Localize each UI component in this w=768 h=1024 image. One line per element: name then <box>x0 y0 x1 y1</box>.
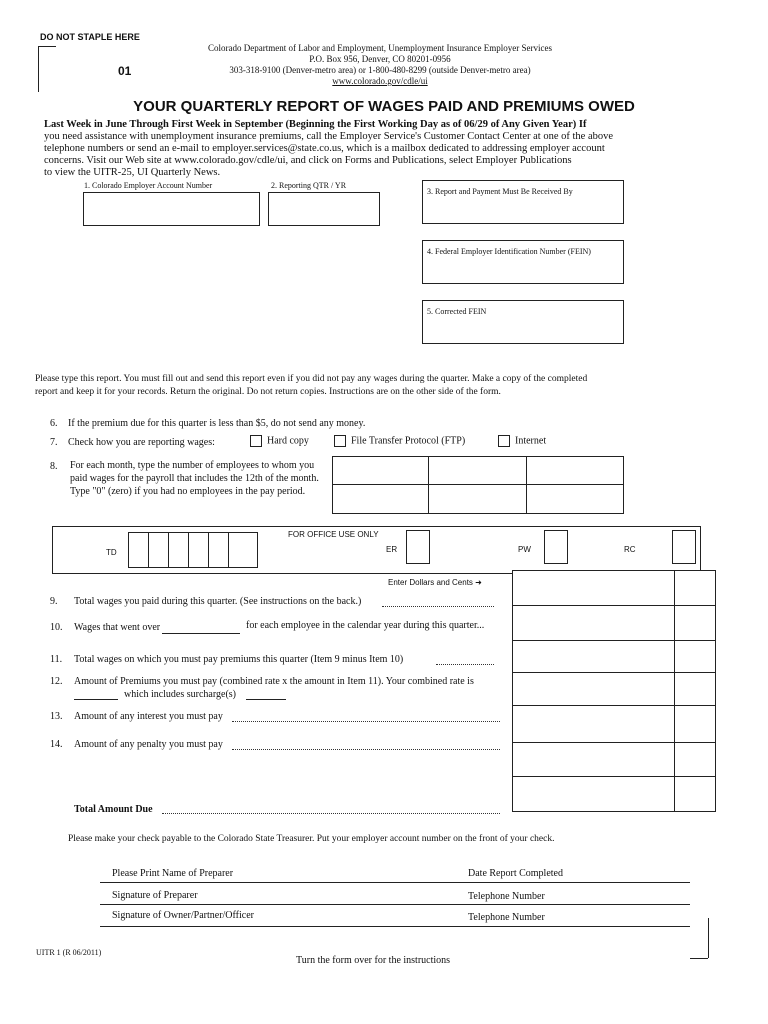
pw-box <box>544 530 568 564</box>
hard-copy-checkbox[interactable] <box>250 435 262 447</box>
line-12-number: 12. <box>50 676 63 687</box>
staple-corner-horizontal <box>38 46 56 47</box>
page-title: YOUR QUARTERLY REPORT OF WAGES PAID AND PREMIUMS OWED <box>133 98 635 115</box>
intro-if: If <box>578 119 587 130</box>
agency-address: P.O. Box 956, Denver, CO 80201-0956 <box>309 54 451 64</box>
item-8-line-2: paid wages for the payroll that includes the 12th of the month. <box>70 473 319 484</box>
amount-row-divider <box>512 672 715 673</box>
wage-limit-blank[interactable] <box>162 633 240 634</box>
td-label: TD <box>106 548 117 557</box>
agency-name: Colorado Department of Labor and Employment, Unemployment Insurance Employer Services <box>208 43 552 53</box>
penalty-input[interactable] <box>514 758 672 774</box>
office-use-title: FOR OFFICE USE ONLY <box>288 530 379 539</box>
payable-note: Please make your check payable to the Colorado State Treasurer. Put your employer account number on the front of your check. <box>68 834 555 844</box>
month-3-count-input[interactable] <box>527 485 621 511</box>
fein-input[interactable] <box>422 240 624 284</box>
cents-divider <box>674 570 675 811</box>
line-9-number: 9. <box>50 596 58 607</box>
line-14-number: 14. <box>50 739 63 750</box>
arrow-right-icon: ➜ <box>475 578 482 587</box>
item-6-text: If the premium due for this quarter is less than $5, do not send any money. <box>68 418 366 429</box>
total-amount-input[interactable] <box>514 792 672 808</box>
item-6-number: 6. <box>50 418 58 429</box>
intro-paragraph <box>44 119 734 179</box>
agency-phones: 303-318-9100 (Denver-metro area) or 1-800-480-8299 (outside Denver-metro area) <box>229 65 531 75</box>
combined-rate-blank[interactable] <box>74 699 118 700</box>
line-13-number: 13. <box>50 711 63 722</box>
line-11-number: 11. <box>50 654 63 665</box>
td-divider <box>188 532 189 567</box>
leader-dots <box>382 606 494 607</box>
td-divider <box>208 532 209 567</box>
taxable-wages-input[interactable] <box>514 655 672 671</box>
month-1-count-input[interactable] <box>333 485 427 511</box>
staple-corner-vertical <box>38 46 39 92</box>
preparer-signature-label: Signature of Preparer <box>112 890 198 901</box>
er-box <box>406 530 430 564</box>
er-label: ER <box>386 545 398 554</box>
ftp-checkbox[interactable] <box>334 435 346 447</box>
turn-over-note: Turn the form over for the instructions <box>296 955 451 966</box>
field-2-label: 2. Reporting QTR / YR <box>271 181 347 190</box>
line-12-text-b: which includes surcharge(s) <box>124 689 237 700</box>
corner-mark-horizontal <box>690 958 708 959</box>
reporting-quarter-input[interactable] <box>268 192 380 226</box>
agency-url[interactable]: www.colorado.gov/cdle/ui <box>332 76 428 86</box>
line-9-text: Total wages you paid during this quarter. (See instructions on the back.) <box>74 596 362 607</box>
td-divider <box>168 532 169 567</box>
item-8-number: 8. <box>50 461 58 472</box>
line-10-number: 10. <box>50 622 63 633</box>
line-10-text-a: Wages that went over <box>74 622 161 633</box>
field-3-label: 3. Report and Payment Must Be Received By <box>427 187 573 196</box>
staple-note: DO NOT STAPLE HERE <box>40 32 140 42</box>
excess-wages-input[interactable] <box>514 622 672 638</box>
pw-label: PW <box>518 545 531 554</box>
item-8-line-1: For each month, type the number of employees to whom you <box>70 460 315 471</box>
surcharge-blank[interactable] <box>246 699 286 700</box>
owner-signature-label: Signature of Owner/Partner/Officer <box>112 910 254 921</box>
line-14-text: Amount of any penalty you must pay <box>74 739 223 750</box>
form-code: 01 <box>118 64 132 78</box>
leader-dots <box>162 813 500 814</box>
leader-dots <box>232 721 500 722</box>
internet-option[interactable] <box>498 435 546 447</box>
instructions-line-2: report and keep it for your records. Return the original. Do not return copies. Instructions are on the other side of the form. <box>35 387 501 397</box>
amount-row-divider <box>512 640 715 641</box>
amount-row-divider <box>512 742 715 743</box>
amount-row-divider <box>512 605 715 606</box>
amount-row-divider <box>512 776 715 777</box>
form-id: UITR 1 (R 06/2011) <box>36 948 102 957</box>
instructions <box>35 373 735 399</box>
phone-1-label: Telephone Number <box>468 891 545 902</box>
total-wages-input[interactable] <box>514 588 672 604</box>
td-divider <box>228 532 229 567</box>
intro-line-5: to view the UITR-25, UI Quarterly News. <box>44 167 221 178</box>
hard-copy-option[interactable] <box>250 435 309 447</box>
enter-dollars-text: Enter Dollars and Cents <box>388 578 473 587</box>
leader-dots <box>436 664 494 665</box>
internet-checkbox[interactable] <box>498 435 510 447</box>
enter-dollars-label <box>388 578 482 587</box>
phone-2-label: Telephone Number <box>468 912 545 923</box>
leader-dots <box>232 749 500 750</box>
line-13-text: Amount of any interest you must pay <box>74 711 223 722</box>
item-7-text: Check how you are reporting wages: <box>68 437 215 448</box>
premiums-input[interactable] <box>514 688 672 704</box>
field-1-label: 1. Colorado Employer Account Number <box>84 181 213 190</box>
interest-input[interactable] <box>514 724 672 740</box>
instructions-line-1: Please type this report. You must fill out and send this report even if you did not pay any wages during the quarter. Make a copy of the completed <box>35 374 588 384</box>
corner-mark-vertical <box>708 918 709 958</box>
line-11-text: Total wages on which you must pay premiums this quarter (Item 9 minus Item 10) <box>74 654 404 665</box>
preparer-name-line[interactable] <box>100 882 690 883</box>
ftp-option[interactable] <box>334 435 465 447</box>
month-2-count-input[interactable] <box>429 485 525 511</box>
ftp-label: File Transfer Protocol (FTP) <box>351 435 466 447</box>
intro-period: Last Week in June Through First Week in September (Beginning the First Working Day as of 06/29 of Any Given Year) <box>44 119 577 130</box>
date-completed-label: Date Report Completed <box>468 868 563 879</box>
item-8-text <box>70 459 319 498</box>
owner-signature-line[interactable] <box>100 926 690 927</box>
internet-label: Internet <box>515 435 547 447</box>
total-amount-label: Total Amount Due <box>74 804 153 815</box>
line-10-text-b: for each employee in the calendar year during this quarter... <box>246 620 485 631</box>
item-7-number: 7. <box>50 437 58 448</box>
intro-line-2: you need assistance with unemployment insurance premiums, call the Employer Service's Customer Contact Center at one of the above <box>44 131 614 142</box>
item-8-line-3: Type "0" (zero) if you had no employees in the pay period. <box>70 486 306 497</box>
intro-line-3: telephone numbers or send an e-mail to employer.services@state.co.us, which is a mailbox dedicated to addressing employer account <box>44 143 605 154</box>
line-12-text-a: Amount of Premiums you must pay (combined rate x the amount in Item 11). Your combined rate is <box>74 676 474 687</box>
field-4-label: 4. Federal Employer Identification Number (FEIN) <box>427 247 591 256</box>
corrected-fein-input[interactable] <box>422 300 624 344</box>
field-5-label: 5. Corrected FEIN <box>427 307 487 316</box>
report-due-date-box[interactable] <box>422 180 624 224</box>
preparer-signature-line[interactable] <box>100 904 690 905</box>
rc-box <box>672 530 696 564</box>
amount-row-divider <box>512 705 715 706</box>
intro-line-4: concerns. Visit our Web site at www.colorado.gov/cdle/ui, and click on Forms and Publications, select Employer Publications <box>44 155 572 166</box>
preparer-name-label: Please Print Name of Preparer <box>112 868 234 879</box>
rc-label: RC <box>624 545 636 554</box>
hard-copy-label: Hard copy <box>267 435 309 447</box>
td-divider <box>148 532 149 567</box>
agency-header <box>160 43 600 87</box>
employer-account-number-input[interactable] <box>83 192 260 226</box>
